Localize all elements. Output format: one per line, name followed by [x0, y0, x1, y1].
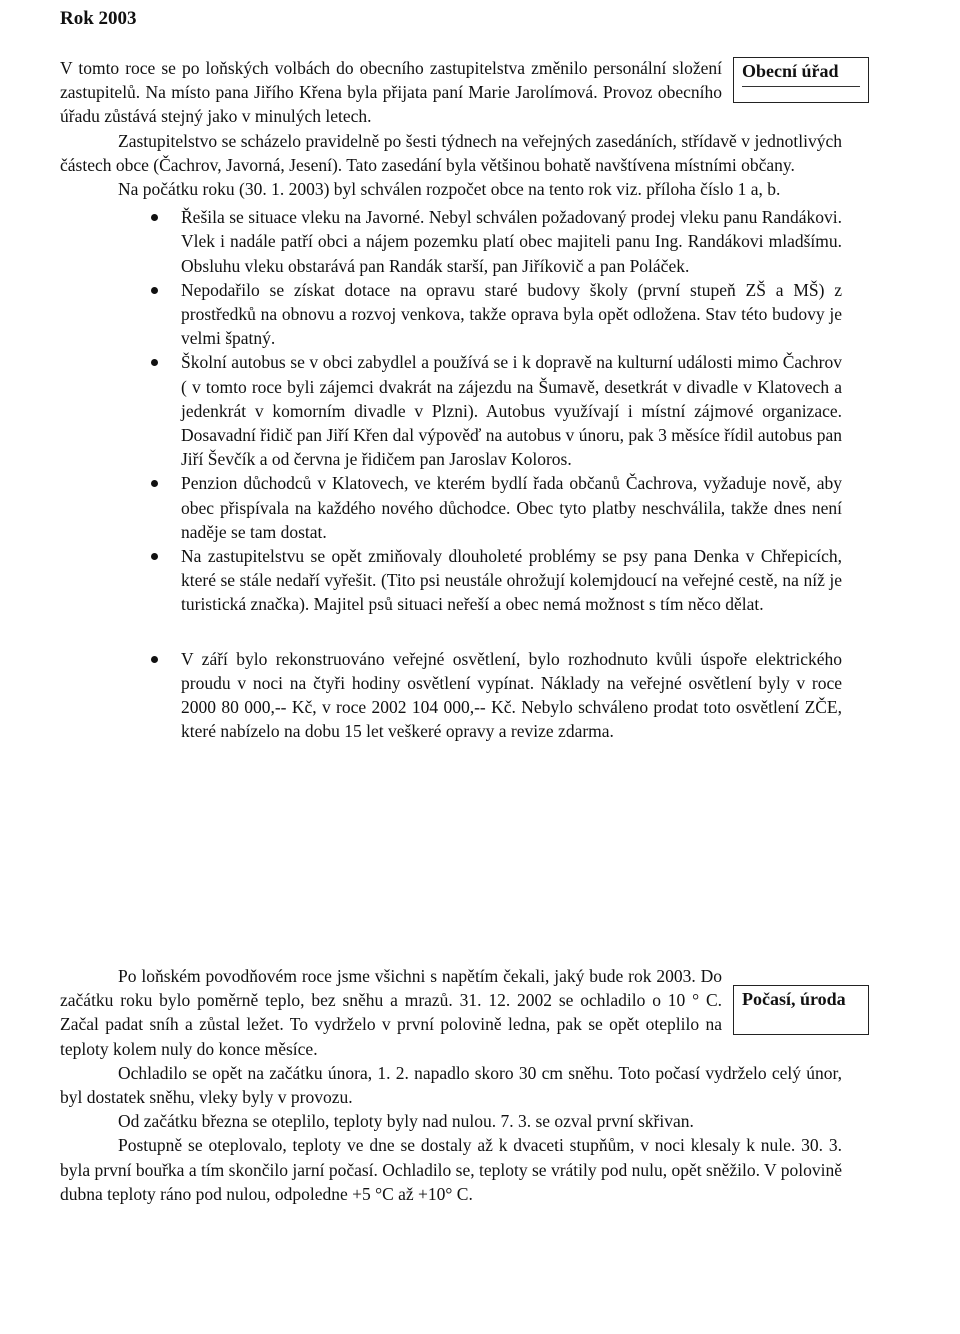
bullet-icon	[151, 656, 158, 663]
paragraph: Po loňském povodňovém roce jsme všichni s napětím čekali, jaký bude rok 2003. Do začátku roku bylo poměrně teplo, bez sněhu a mrazů. 31. 12. 2002 se ochladilo o 10 ° C. Začal padat sníh a zůstal ležet. To vydrželo v první polovině ledna, pak se opět oteplilo na teploty kolem nuly do konce měsíce.	[60, 966, 722, 1059]
bullet-icon	[151, 553, 158, 560]
bullet-icon	[151, 480, 158, 487]
paragraph: Postupně se oteplovalo, teploty ve dne se dostaly až k dvaceti stupňům, v noci klesaly k nule. 30. 3. byla první bouřka a tím skončilo jarní počasí. Ochladilo se, teploty se vrátily pod nulu, opět sněžilo. V polovině dubna teploty ráno pod nulou, odpoledne +5 °C až +10° C.	[60, 1135, 842, 1204]
paragraph: Zastupitelstvo se scházelo pravidelně po šesti týdnech na veřejných zasedáních, střídavě v jednotlivých částech obce (Čachrov, Javorná, Jesení). Tato zasedání byla většinou bohatě navštívena místními občany.	[60, 130, 842, 175]
paragraph: Na počátku roku (30. 1. 2003) byl schválen rozpočet obce na tento rok viz. příloha číslo 1 a, b.	[118, 179, 781, 200]
list-item	[60, 278, 842, 351]
section-pocasi	[60, 964, 842, 1206]
bullet-icon	[151, 287, 158, 294]
list-item-text: Na zastupitelstvu se opět zmiňovaly dlouholeté problémy se psy pana Denka v Chřepicích, které se stále nedaří vyřešit. (Tito psi neustále ohrožují kolemjdoucí na veřejné cestě, na níž je turistická značka). Majitel psů situaci neřeší a obec nemá možnost s tím něco dělat.	[181, 546, 842, 615]
paragraph: Od začátku března se oteplilo, teploty byly nad nulou. 7. 3. se ozval první skřivan.	[118, 1111, 694, 1132]
list-item-text: Řešila se situace vleku na Javorné. Nebyl schválen požadovaný prodej vleku panu Randákovi. Vlek i nadále patří obci a nájem pozemku platí obec majiteli panu Ing. Randákovi mladšímu. Obsluhu vleku obstarává pan Randák starší, pan Jiříkovič a pan Poláček.	[181, 207, 842, 276]
list-item	[60, 350, 842, 471]
list-item-text: Školní autobus se v obci zabydlel a používá se i k dopravě na kulturní události mimo Čachrov ( v tomto roce byli zájemci dvakrát na zájezdu na Šumavě, desetkrát v divadle v Klatovech a jedenkrát v komorním divadle v Plzni). Autobus využívají i místní zájmové organizace. Dosavadní řidič pan Jiří Křen dal výpověď na autobus v únoru, pak 3 měsíce řídil autobus pan Jiří Ševčík a od června je řidičem pan Jaroslav Koloros.	[181, 352, 842, 470]
page-heading: Rok 2003	[60, 8, 137, 29]
list-item-text: Penzion důchodců v Klatovech, ve kterém bydlí řada občanů Čachrova, vyžaduje nově, aby obec přispívala na každého nového důchodce. Obec tyto platby neschválila, takže dnes není naděje se tam dostat.	[181, 473, 842, 542]
bullet-list	[60, 205, 842, 743]
list-item	[60, 205, 842, 278]
paragraph-intro: V tomto roce se po loňských volbách do obecního zastupitelstva změnilo personální složení zastupitelů. Na místo pana Jiřího Křena byla přijata paní Marie Jarolímová. Provoz obecního úřadu zůstává stejný jako v minulých letech.	[60, 58, 722, 127]
sidebox-label: Obecní úřad	[742, 61, 839, 81]
list-item	[60, 544, 842, 617]
list-item	[60, 471, 842, 544]
paragraph: Ochladilo se opět na začátku února, 1. 2. napadlo skoro 30 cm sněhu. Toto počasí vydrželo celý únor, byl dostatek sněhu, vleky byly v provozu.	[60, 1062, 842, 1108]
sidebox-label: Počasí, úroda	[742, 989, 846, 1009]
bullet-icon	[151, 214, 158, 221]
section-obecni-urad	[60, 56, 842, 743]
list-item	[60, 647, 842, 744]
list-item-text: Nepodařilo se získat dotace na opravu staré budovy školy (první stupeň ZŠ a MŠ) z prostředků na obnovu a rozvoj venkova, takže oprava byla opět odložena. Stav této budovy je velmi špatný.	[181, 279, 842, 349]
bullet-icon	[151, 359, 158, 366]
list-item-text: V září bylo rekonstruováno veřejné osvětlení, bylo rozhodnuto kvůli úspoře elektrického proudu v noci na čtyři hodiny osvětlení vypínat. Náklady na veřejné osvětlení byly v roce 2000 80 000,-- Kč, v roce 2002 104 000,-- Kč. Nebylo schváleno prodat toto osvětlení ZČE, které nabízelo na dobu 15 let veškeré opravy a revize zdarma.	[181, 648, 842, 742]
